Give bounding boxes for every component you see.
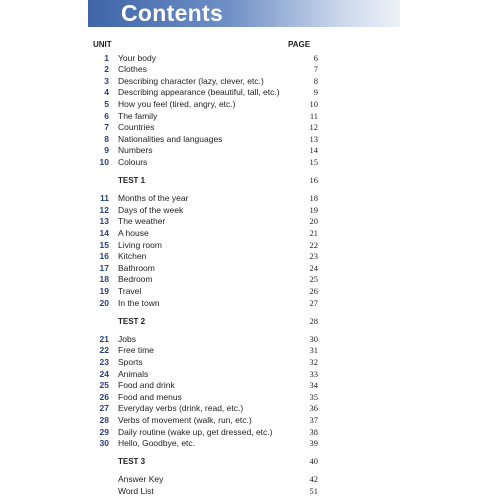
unit-title: Everyday verbs (drink, read, etc.) <box>118 403 244 414</box>
page-number: 30 <box>309 333 318 344</box>
page-title: Contents <box>121 0 224 26</box>
page-number: 34 <box>309 380 318 391</box>
page-number: 22 <box>309 239 318 250</box>
unit-title: Sports <box>118 356 143 367</box>
toc-row <box>0 392 500 404</box>
toc-row <box>0 369 500 381</box>
page-number: 37 <box>309 414 318 425</box>
unit-title: Your body <box>118 52 156 63</box>
page-column-header: PAGE <box>288 40 311 49</box>
page-number: 16 <box>309 175 318 185</box>
unit-number: 29 <box>99 426 109 437</box>
unit-title: How you feel (tired, angry, etc.) <box>118 98 236 109</box>
toc-row <box>0 474 500 486</box>
page-number: 8 <box>313 75 318 86</box>
page-number: 14 <box>309 145 318 156</box>
unit-number: 5 <box>104 98 109 109</box>
unit-number: 6 <box>104 110 109 121</box>
unit-title: Hello, Goodbye, etc. <box>118 438 196 449</box>
toc-row <box>0 486 500 498</box>
unit-title: The family <box>118 110 158 121</box>
unit-number: 3 <box>104 75 109 86</box>
unit-title: Bathroom <box>118 262 155 273</box>
unit-number: 26 <box>99 391 109 402</box>
page-number: 6 <box>313 52 318 63</box>
toc-row <box>0 403 500 415</box>
unit-number: 2 <box>104 64 109 75</box>
page-number: 11 <box>309 110 318 121</box>
test-title: TEST 2 <box>118 316 146 326</box>
unit-number: 22 <box>99 345 109 356</box>
test-row <box>0 175 500 187</box>
toc-row <box>0 122 500 134</box>
toc-row <box>0 251 500 263</box>
page-number: 13 <box>309 133 318 144</box>
unit-title: Countries <box>118 122 155 133</box>
page-number: 40 <box>309 456 318 467</box>
page-number: 27 <box>309 297 318 308</box>
toc-row <box>0 415 500 427</box>
test-title: TEST 1 <box>118 176 146 185</box>
unit-title: In the town <box>118 297 160 308</box>
unit-number: 28 <box>99 414 109 425</box>
unit-number: 7 <box>104 122 109 133</box>
page-number: 18 <box>309 193 318 204</box>
unit-title: Word List <box>118 485 154 496</box>
page-number: 39 <box>309 438 318 449</box>
unit-title: Bedroom <box>118 274 153 285</box>
toc-row <box>0 157 500 169</box>
toc-row <box>0 134 500 146</box>
unit-number: 4 <box>104 87 109 98</box>
unit-title: Daily routine (wake up, get dressed, etc.) <box>118 426 273 437</box>
page-number: 31 <box>309 345 318 356</box>
page-number: 20 <box>309 216 318 227</box>
page-number: 21 <box>309 227 318 238</box>
toc-row <box>0 53 500 65</box>
page-number: 15 <box>309 156 318 167</box>
page-number: 51 <box>309 485 318 496</box>
toc-row <box>0 298 500 310</box>
unit-number: 20 <box>99 297 109 308</box>
toc-row <box>0 263 500 275</box>
test-title: TEST 3 <box>118 457 146 467</box>
toc-row <box>0 228 500 240</box>
toc-row <box>0 427 500 439</box>
toc-row <box>0 357 500 369</box>
toc-row <box>0 345 500 357</box>
toc-row <box>0 99 500 111</box>
toc-row <box>0 205 500 217</box>
toc-row <box>0 76 500 88</box>
unit-number: 12 <box>99 204 109 215</box>
unit-number: 25 <box>99 380 109 391</box>
unit-number: 24 <box>99 368 109 379</box>
unit-number: 21 <box>99 333 109 344</box>
unit-title: Food and menus <box>118 391 182 402</box>
unit-title: Living room <box>118 239 162 250</box>
page-number: 33 <box>309 368 318 379</box>
unit-number: 17 <box>99 262 109 273</box>
unit-title: Days of the week <box>118 204 184 215</box>
unit-number: 1 <box>104 52 109 63</box>
toc-row <box>0 111 500 123</box>
page-number: 19 <box>309 204 318 215</box>
toc-row <box>0 145 500 157</box>
unit-number: 11 <box>100 193 109 204</box>
unit-number: 15 <box>99 239 109 250</box>
toc-row <box>0 380 500 392</box>
page-number: 25 <box>309 274 318 285</box>
page-number: 35 <box>309 391 318 402</box>
page-number: 12 <box>309 122 318 133</box>
unit-number: 13 <box>99 216 109 227</box>
toc-row <box>0 240 500 252</box>
unit-number: 14 <box>99 227 109 238</box>
page-number: 26 <box>309 285 318 296</box>
unit-title: Travel <box>118 285 142 296</box>
unit-title: Verbs of movement (walk, run, etc.) <box>118 414 252 425</box>
unit-title: Free time <box>118 345 154 356</box>
unit-title: Numbers <box>118 145 153 156</box>
page-number: 7 <box>313 64 318 75</box>
test-row <box>0 316 500 328</box>
page-number: 32 <box>309 356 318 367</box>
unit-number: 10 <box>99 156 109 167</box>
toc-row <box>0 193 500 205</box>
unit-title: The weather <box>118 216 166 227</box>
unit-title: Months of the year <box>118 193 189 204</box>
unit-title: A house <box>118 227 149 238</box>
toc-row <box>0 334 500 346</box>
unit-title: Jobs <box>118 333 136 344</box>
toc-row <box>0 286 500 298</box>
unit-number: 8 <box>104 133 109 144</box>
unit-title: Clothes <box>118 64 147 75</box>
page-number: 36 <box>309 403 318 414</box>
unit-title: Animals <box>118 368 149 379</box>
unit-number: 23 <box>99 356 109 367</box>
unit-title: Kitchen <box>118 251 147 262</box>
unit-number: 19 <box>99 285 109 296</box>
unit-title: Answer Key <box>118 474 164 485</box>
unit-title: Describing appearance (beautiful, tall, etc.) <box>118 87 280 98</box>
page-number: 28 <box>309 315 318 326</box>
unit-number: 9 <box>104 145 109 156</box>
page-number: 24 <box>309 262 318 273</box>
unit-title: Food and drink <box>118 380 175 391</box>
page-number: 10 <box>309 98 318 109</box>
page-number: 38 <box>309 426 318 437</box>
toc-row <box>0 216 500 228</box>
toc-row <box>0 87 500 99</box>
unit-title: Nationalities and languages <box>118 133 223 144</box>
page-number: 23 <box>309 251 318 262</box>
toc-row <box>0 64 500 76</box>
toc-row <box>0 274 500 286</box>
unit-column-header: UNIT <box>93 40 112 49</box>
page-number: 42 <box>309 474 318 485</box>
test-row <box>0 456 500 468</box>
unit-title: Colours <box>118 156 148 167</box>
unit-number: 27 <box>99 403 109 414</box>
page-number: 9 <box>313 87 318 98</box>
toc-row <box>0 438 500 450</box>
unit-number: 18 <box>99 274 109 285</box>
unit-number: 30 <box>99 438 109 449</box>
unit-title: Describing character (lazy, clever, etc.) <box>118 75 264 86</box>
unit-number: 16 <box>99 251 109 262</box>
